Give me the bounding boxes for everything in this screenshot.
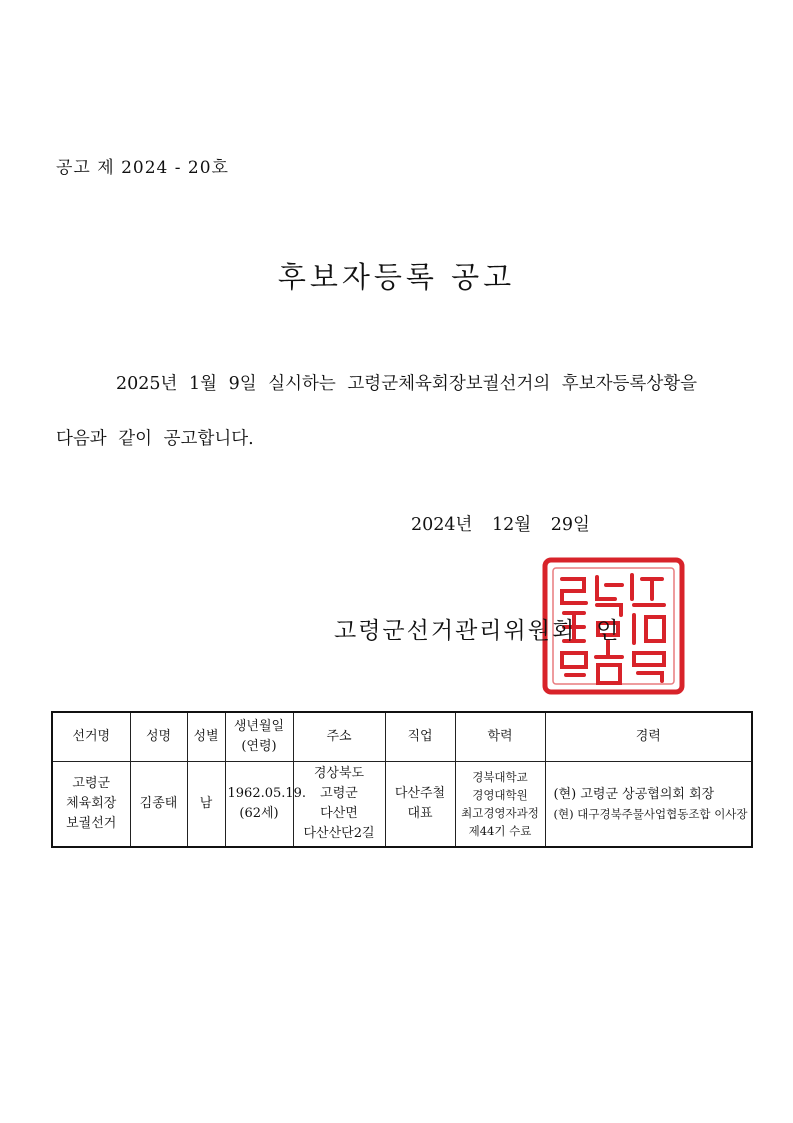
career-item: (현) 고령군 상공협의회 회장 bbox=[553, 787, 715, 802]
cell-education: 경북대학교 경영대학원 최고경영자과정 제44기 수료 bbox=[455, 762, 545, 848]
seal-mark: 인 bbox=[596, 618, 621, 644]
cell-career bbox=[545, 762, 752, 848]
header-education: 학력 bbox=[455, 712, 545, 762]
issuer bbox=[334, 612, 620, 645]
table-header-row bbox=[52, 712, 752, 762]
cell-name: 김종태 bbox=[130, 762, 187, 848]
issuer-name: 고령군선거관리위원회 bbox=[334, 618, 577, 644]
header-name: 성명 bbox=[130, 712, 187, 762]
faint-bleed-through bbox=[116, 568, 186, 586]
table-row bbox=[52, 762, 752, 848]
header-career: 경력 bbox=[545, 712, 752, 762]
cell-occupation: 다산주철 대표 bbox=[385, 762, 455, 848]
header-election: 선거명 bbox=[52, 712, 130, 762]
header-gender: 성별 bbox=[187, 712, 225, 762]
header-occupation: 직업 bbox=[385, 712, 455, 762]
cell-birth: 1962.05.19. (62세) bbox=[225, 762, 293, 848]
cell-address: 경상북도 고령군 다산면 다산산단2길 bbox=[293, 762, 385, 848]
candidate-table bbox=[51, 711, 753, 848]
body-text-line1: 2025년 1월 9일 실시하는 고령군체육회장보궐선거의 후보자등록상황을 bbox=[116, 374, 698, 394]
career-item: (현) 대구경북주물사업협동조합 이사장 bbox=[553, 807, 748, 821]
notice-date: 2024년 12월 29일 bbox=[411, 515, 590, 535]
page-title: 후보자등록 공고 bbox=[277, 260, 516, 294]
body-text-line2: 다음과 같이 공고합니다. bbox=[56, 429, 254, 449]
header-address: 주소 bbox=[293, 712, 385, 762]
notice-number: 공고 제 2024 - 20호 bbox=[56, 158, 229, 178]
header-birth: 생년월일 (연령) bbox=[225, 712, 293, 762]
cell-gender: 남 bbox=[187, 762, 225, 848]
cell-election: 고령군 체육회장 보궐선거 bbox=[52, 762, 130, 848]
